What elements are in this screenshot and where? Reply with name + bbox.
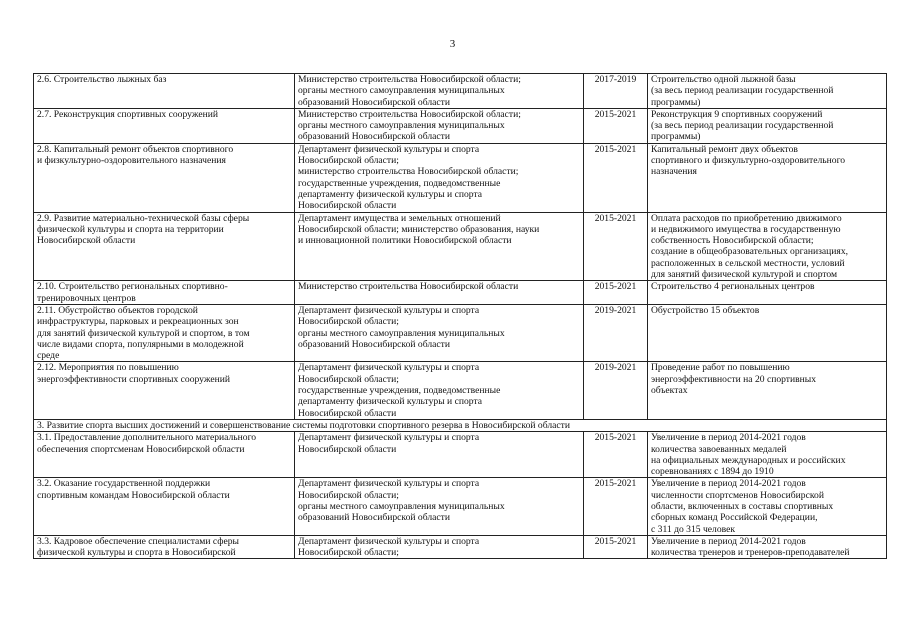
result-cell bbox=[648, 478, 887, 535]
result-line: количества тренеров и тренеров-преподавателей bbox=[651, 547, 850, 559]
period-text: 2015-2021 bbox=[594, 143, 637, 155]
result-line: расположенных в сельской местности, условий bbox=[651, 257, 845, 269]
period-cell bbox=[584, 212, 648, 281]
result-cell bbox=[648, 74, 887, 109]
executor-line: департаменту физической культуры и спорта bbox=[298, 396, 483, 408]
table-row bbox=[34, 304, 887, 361]
result-line: Увеличение в период 2014-2021 годов bbox=[651, 535, 806, 547]
task-line: 2.6. Строительство лыжных баз bbox=[37, 74, 167, 85]
result-line: численности спортсменов Новосибирской bbox=[651, 489, 824, 501]
result-line: Строительство 4 региональных центров bbox=[651, 281, 815, 293]
result-line: с 311 до 315 человек bbox=[651, 523, 736, 535]
executor-line: образований Новосибирской области bbox=[298, 338, 450, 350]
result-cell bbox=[648, 432, 887, 478]
task-line: тренировочных центров bbox=[37, 292, 136, 304]
period-cell bbox=[584, 304, 648, 361]
page-number: 3 bbox=[449, 38, 456, 50]
task-line: спортивным командам Новосибирской области bbox=[37, 489, 230, 501]
period-cell bbox=[584, 535, 648, 559]
period-text: 2019-2021 bbox=[594, 304, 637, 316]
executor-line: Новосибирской области; bbox=[298, 373, 399, 385]
table-row bbox=[34, 362, 887, 419]
result-line: (за весь период реализации государственной bbox=[651, 85, 834, 97]
executor-cell bbox=[295, 212, 584, 281]
executor-cell bbox=[295, 304, 584, 361]
task-cell bbox=[34, 74, 295, 109]
period-text: 2015-2021 bbox=[594, 432, 637, 444]
task-line: среде bbox=[37, 350, 60, 362]
task-line: физической культуры и спорта на территории bbox=[37, 223, 224, 235]
period-text: 2015-2021 bbox=[594, 478, 637, 490]
executor-line: образований Новосибирской области bbox=[298, 96, 450, 108]
executor-cell bbox=[295, 362, 584, 419]
table-row bbox=[34, 108, 887, 143]
result-line: и недвижимого имущества в государственную bbox=[651, 223, 841, 235]
task-cell bbox=[34, 108, 295, 143]
executor-cell bbox=[295, 432, 584, 478]
result-line: спортивного и физкультурно-оздоровительного bbox=[651, 155, 846, 167]
executor-cell bbox=[295, 108, 584, 143]
task-line: инфраструктуры, парковых и рекреационных зон bbox=[37, 316, 239, 328]
task-line: обеспечения спортсменам Новосибирской области bbox=[37, 443, 245, 455]
result-line: на официальных международных и российских bbox=[651, 454, 846, 466]
result-cell bbox=[648, 212, 887, 281]
period-text: 2017-2019 bbox=[594, 74, 637, 85]
executor-line: органы местного самоуправления муниципальных bbox=[298, 500, 505, 512]
period-text: 2015-2021 bbox=[594, 535, 637, 547]
result-line: Увеличение в период 2014-2021 годов bbox=[651, 432, 806, 444]
table-body-section-3 bbox=[34, 432, 887, 559]
executor-line: Новосибирской области bbox=[298, 200, 397, 212]
task-cell bbox=[34, 535, 295, 559]
executor-line: Новосибирской области; bbox=[298, 489, 399, 501]
result-line: количества завоеванных медалей bbox=[651, 443, 787, 455]
period-text: 2015-2021 bbox=[594, 281, 637, 293]
executor-cell bbox=[295, 478, 584, 535]
executor-line: департаменту физической культуры и спорта bbox=[298, 188, 483, 200]
section-title-text: 3. Развитие спорта высших достижений и совершенствование системы подготовки спортивного резерва в Новосибирской области bbox=[37, 419, 570, 431]
task-line: числе видами спорта, популярными в молодежной bbox=[37, 338, 244, 350]
table-row bbox=[34, 281, 887, 305]
result-line: программы) bbox=[651, 131, 701, 143]
task-line: 2.8. Капитальный ремонт объектов спортивного bbox=[37, 143, 234, 155]
result-cell bbox=[648, 281, 887, 305]
result-line: собственность Новосибирской области; bbox=[651, 235, 814, 247]
table-row bbox=[34, 143, 887, 212]
task-line: Новосибирской области bbox=[37, 235, 136, 247]
executor-line: Министерство строительства Новосибирской области; bbox=[298, 108, 521, 120]
executor-line: Департамент физической культуры и спорта bbox=[298, 143, 480, 155]
result-line: энергоэффективности на 20 спортивных bbox=[651, 373, 817, 385]
result-cell bbox=[648, 304, 887, 361]
table-body-section-3-header bbox=[34, 419, 887, 431]
task-cell bbox=[34, 212, 295, 281]
executor-line: Департамент имущества и земельных отношений bbox=[298, 212, 501, 224]
executor-line: Новосибирской области; bbox=[298, 547, 399, 559]
task-cell bbox=[34, 478, 295, 535]
result-cell bbox=[648, 362, 887, 419]
executor-line: Новосибирской области; министерство образования, науки bbox=[298, 223, 540, 235]
result-line: области, включенных в составы спортивных bbox=[651, 500, 834, 512]
period-text: 2015-2021 bbox=[594, 212, 637, 224]
result-line: Строительство одной лыжной базы bbox=[651, 74, 796, 85]
task-line: 2.10. Строительство региональных спортивно- bbox=[37, 281, 228, 293]
task-line: физической культуры и спорта в Новосибирской bbox=[37, 547, 236, 559]
executor-line: Департамент физической культуры и спорта bbox=[298, 432, 480, 444]
task-line: 2.12. Мероприятия по повышению bbox=[37, 362, 179, 374]
task-line: 2.11. Обустройство объектов городской bbox=[37, 304, 198, 316]
section-row bbox=[34, 419, 887, 431]
result-line: Обустройство 15 объектов bbox=[651, 304, 760, 316]
result-line: объектах bbox=[651, 385, 688, 397]
task-line: 3.3. Кадровое обеспечение специалистами сферы bbox=[37, 535, 240, 547]
executor-line: Новосибирской области bbox=[298, 407, 397, 419]
period-cell bbox=[584, 362, 648, 419]
period-cell bbox=[584, 432, 648, 478]
table-row bbox=[34, 212, 887, 281]
result-cell bbox=[648, 108, 887, 143]
task-line: 2.7. Реконструкция спортивных сооружений bbox=[37, 108, 218, 120]
task-line: энергоэффективности спортивных сооружений bbox=[37, 373, 231, 385]
period-cell bbox=[584, 143, 648, 212]
table-body-section-2 bbox=[34, 74, 887, 420]
executor-line: образований Новосибирской области bbox=[298, 131, 450, 143]
task-cell bbox=[34, 281, 295, 305]
executor-line: Новосибирской области; bbox=[298, 316, 399, 328]
task-cell bbox=[34, 362, 295, 419]
executor-line: Департамент физической культуры и спорта bbox=[298, 535, 480, 547]
task-line: 3.1. Предоставление дополнительного материального bbox=[37, 432, 257, 444]
result-line: Реконструкция 9 спортивных сооружений bbox=[651, 108, 823, 120]
task-line: и физкультурно-оздоровительного назначения bbox=[37, 155, 226, 167]
task-line: 2.9. Развитие материально-технической базы сферы bbox=[37, 212, 250, 224]
executor-line: Министерство строительства Новосибирской области bbox=[298, 281, 519, 293]
task-line: 3.2. Оказание государственной поддержки bbox=[37, 478, 211, 490]
executor-line: Департамент физической культуры и спорта bbox=[298, 304, 480, 316]
section-title bbox=[34, 419, 887, 431]
executor-cell bbox=[295, 74, 584, 109]
period-cell bbox=[584, 74, 648, 109]
executor-line: и инновационной политики Новосибирской области bbox=[298, 235, 512, 247]
result-line: Капитальный ремонт двух объектов bbox=[651, 143, 798, 155]
executor-line: органы местного самоуправления муниципальных bbox=[298, 85, 505, 97]
result-line: сборных команд Российской Федерации, bbox=[651, 512, 818, 524]
period-cell bbox=[584, 281, 648, 305]
executor-line: органы местного самоуправления муниципальных bbox=[298, 120, 505, 132]
executor-line: государственные учреждения, подведомственные bbox=[298, 177, 501, 189]
executor-cell bbox=[295, 535, 584, 559]
period-text: 2019-2021 bbox=[594, 362, 637, 374]
executor-line: органы местного самоуправления муниципальных bbox=[298, 327, 505, 339]
result-line: программы) bbox=[651, 96, 701, 108]
executor-line: Департамент физической культуры и спорта bbox=[298, 478, 480, 490]
table-row bbox=[34, 478, 887, 535]
result-cell bbox=[648, 535, 887, 559]
executor-line: Новосибирской области; bbox=[298, 155, 399, 167]
period-text: 2015-2021 bbox=[594, 108, 637, 120]
executor-line: Новосибирской области bbox=[298, 443, 397, 455]
executor-line: Министерство строительства Новосибирской области; bbox=[298, 74, 521, 85]
result-line: Увеличение в период 2014-2021 годов bbox=[651, 478, 806, 490]
task-cell bbox=[34, 432, 295, 478]
table-row bbox=[34, 74, 887, 109]
result-line: для занятий физической культурой и спортом bbox=[651, 269, 838, 281]
result-line: назначения bbox=[651, 166, 697, 178]
result-cell bbox=[648, 143, 887, 212]
executor-line: Департамент физической культуры и спорта bbox=[298, 362, 480, 374]
executor-cell bbox=[295, 281, 584, 305]
result-line: (за весь период реализации государственной bbox=[651, 120, 834, 132]
task-cell bbox=[34, 304, 295, 361]
task-line: для занятий физической культурой и спортом, в том bbox=[37, 327, 250, 339]
executor-line: министерство строительства Новосибирской области; bbox=[298, 166, 519, 178]
table-row bbox=[34, 535, 887, 559]
result-line: Оплата расходов по приобретению движимого bbox=[651, 212, 842, 224]
result-line: Проведение работ по повышению bbox=[651, 362, 790, 374]
program-measures-table bbox=[33, 73, 887, 559]
result-line: соревнованиях с 1894 до 1910 bbox=[651, 466, 774, 478]
executor-line: государственные учреждения, подведомственные bbox=[298, 385, 501, 397]
executor-line: образований Новосибирской области bbox=[298, 512, 450, 524]
task-cell bbox=[34, 143, 295, 212]
result-line: создание в общеобразовательных организациях, bbox=[651, 246, 849, 258]
executor-cell bbox=[295, 143, 584, 212]
period-cell bbox=[584, 478, 648, 535]
period-cell bbox=[584, 108, 648, 143]
table-row bbox=[34, 432, 887, 478]
